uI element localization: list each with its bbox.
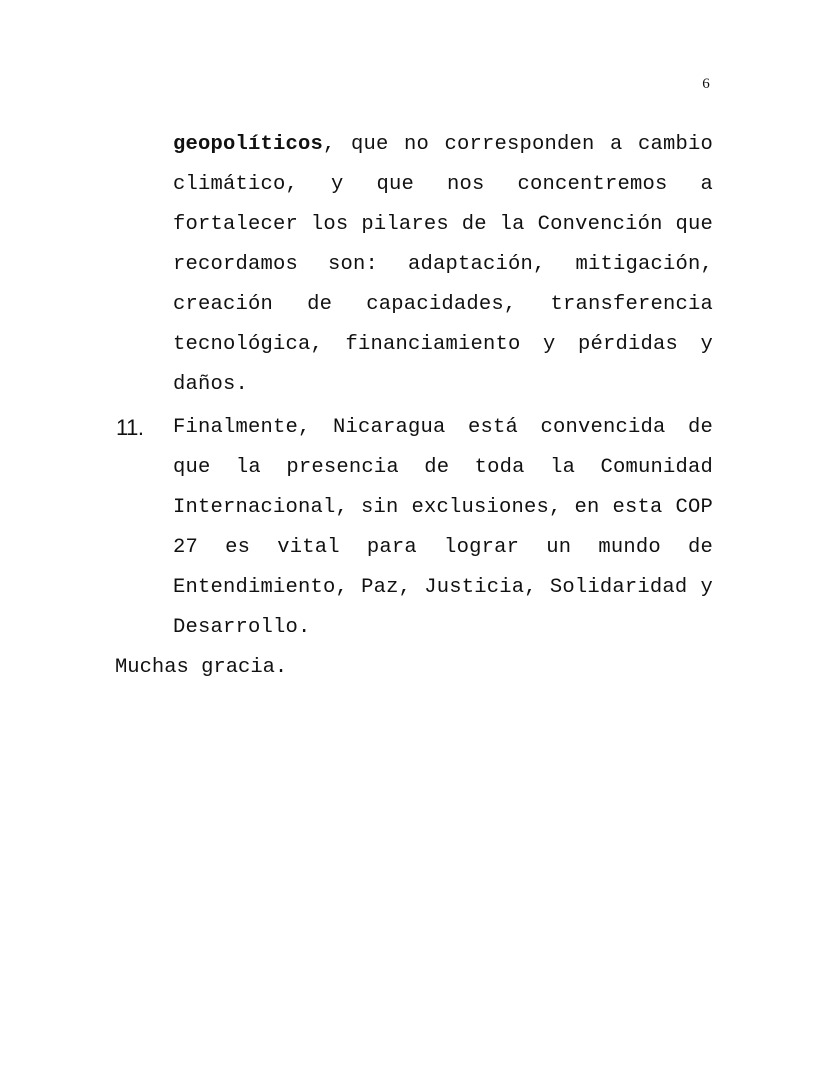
paragraph-item-11-text: Finalmente, Nicaragua está convencida de que la presencia de toda la Comunidad Internacional, sin exclusiones, en esta COP 27 es vital para lograr un mundo de Entendimiento, Paz, Justicia, Solidaridad y Desarrollo. bbox=[173, 416, 713, 639]
paragraph-item-11 bbox=[173, 408, 713, 648]
paragraph-continued-text: , que no corresponden a cambio climático, y que nos concentremos a fortalecer los pilares de la Convención que recordamos son: adaptación, mitigación, creación de capacidades, transferencia tecnológica, financiamiento y pérdidas y daños. bbox=[173, 133, 713, 396]
item-number-11: 11. bbox=[116, 415, 144, 440]
bold-lead-word: geopolíticos bbox=[173, 133, 324, 156]
page-number: 6 bbox=[702, 76, 710, 92]
paragraph-continued bbox=[173, 125, 713, 405]
closing-line: Muchas gracia. bbox=[115, 656, 288, 679]
